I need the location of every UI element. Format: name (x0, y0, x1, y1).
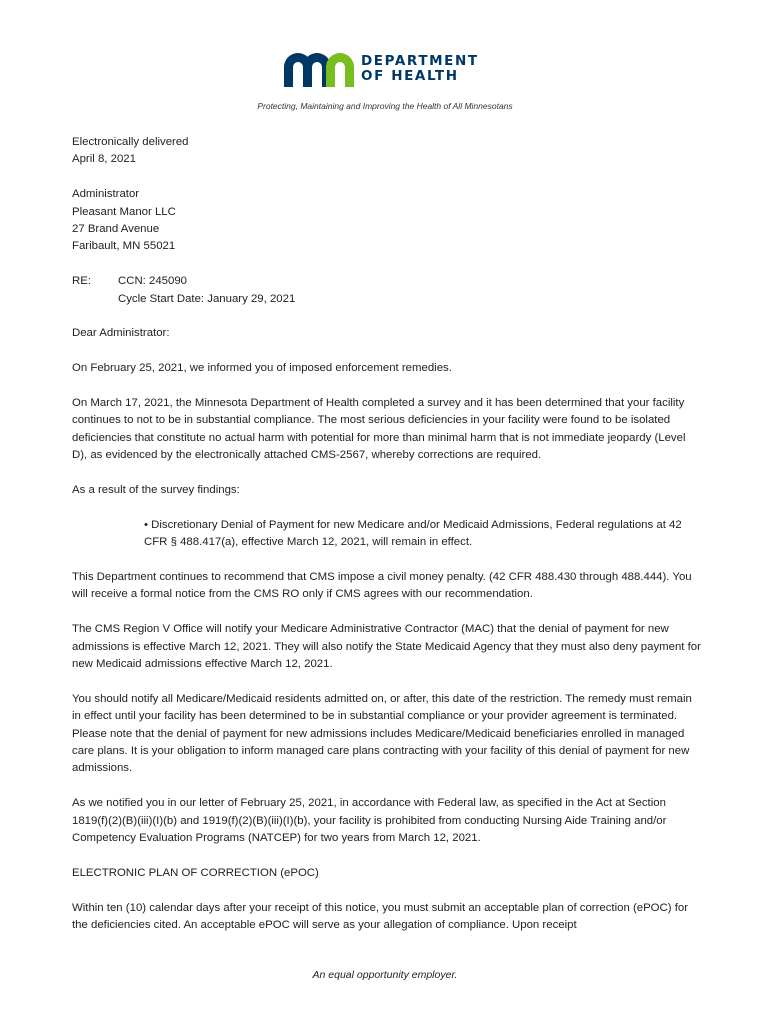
paragraph-2: On March 17, 2021, the Minnesota Department of Health completed a survey and it has been determined that your facility continues to not to be in substantial compliance. The most serious deficiencies in your facility were found to be isolated deficiencies that constitute no actual harm with potential for more than minimal harm that is not immediate jeopardy (Level D), as evidenced by the electronically attached CMS-2567, whereby corrections are required. (72, 397, 686, 462)
re-ccn: CCN: 245090 (118, 275, 188, 288)
letter-date: April 8, 2021 (72, 153, 136, 166)
paragraph-8: Within ten (10) calendar days after your receipt of this notice, you must submit an acceptable plan of correction (ePOC) for the deficiencies cited. An acceptable ePOC will serve as your allegation of compliance. Upon receipt (72, 901, 689, 932)
paragraph-3: As a result of the survey findings: (72, 484, 240, 497)
address-line: 27 Brand Avenue (72, 223, 160, 236)
paragraph-6: You should notify all Medicare/Medicaid residents admitted on, or after, this date of the restriction. The remedy must remain in effect until your facility has been determined to be in substantial compliance or your provider agreement is terminated. Please note that the denial of payment for new admissions includes Medicare/Medicaid beneficiaries enrolled in managed care plans. It is your obligation to inform managed care plans contracting with your facility of this denial of payment for new admissions. (72, 692, 692, 775)
mdh-logo (284, 53, 494, 87)
delivery-note: Electronically delivered (72, 136, 189, 148)
logo-line-department: DEPARTMENT (361, 53, 479, 69)
address-line: Pleasant Manor LLC (72, 205, 176, 218)
section-heading-epoc: ELECTRONIC PLAN OF CORRECTION (ePOC) (72, 866, 319, 879)
tagline: Protecting, Maintaining and Improving the Health of All Minnesotans (257, 101, 513, 111)
footer-note: An equal opportunity employer. (312, 969, 458, 981)
logo-wordmark (361, 54, 479, 84)
paragraph-5: The CMS Region V Office will notify your Medicare Administrative Contractor (MAC) that the denial of payment for new admissions is effective March 12, 2021. They will also notify the State Medicaid Agency that they must also deny payment for new Medicaid admissions effective March 12, 2021. (72, 623, 701, 671)
re-block (72, 273, 702, 308)
re-label: RE: (72, 275, 91, 288)
salutation: Dear Administrator: (72, 327, 170, 340)
remedy-bullet: • Discretionary Denial of Payment for new Medicare and/or Medicaid Admissions, Federal regulations at 42 CFR § 488.417(a), effective March 12, 2021, will remain in effect. (144, 518, 682, 549)
paragraph-4: This Department continues to recommend that CMS impose a civil money penalty. (42 CFR 488.430 through 488.444). You will receive a formal notice from the CMS RO only if CMS agrees with our recommendation. (72, 571, 692, 601)
logo-line-of-health: OF HEALTH (361, 68, 459, 84)
recipient-address (72, 186, 702, 256)
address-line: Faribault, MN 55021 (72, 240, 176, 253)
address-line: Administrator (72, 188, 140, 201)
letter-body (72, 134, 702, 934)
re-cycle-date: Cycle Start Date: January 29, 2021 (118, 292, 296, 305)
paragraph-7: As we notified you in our letter of February 25, 2021, in accordance with Federal law, as specified in the Act at Section 1819(f)(2)(B)(iii)(I)(b) and 1919(f)(2)(B)(iii)(I)(b), your facility is prohibited from conducting Nursing Aide Training and/or Competency Evaluation Programs (NATCEP) for two years from March 12, 2021. (72, 797, 667, 845)
mn-logo-icon (284, 53, 354, 87)
paragraph-1: On February 25, 2021, we informed you of imposed enforcement remedies. (72, 362, 452, 375)
